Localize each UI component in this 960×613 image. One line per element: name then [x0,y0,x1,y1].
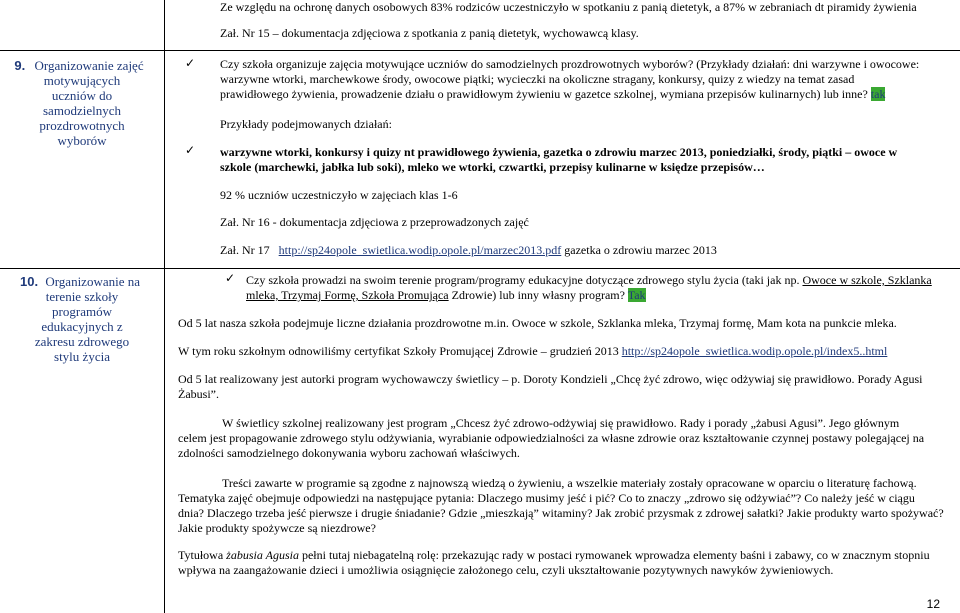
checkmark-icon: ✓ [185,143,196,157]
row0-line1: Ze względu na ochronę danych osobowych 83% rodziców uczestniczyło w spotkaniu z panią dietetyk, a 87% w zebraniach dt piramidy żywienia [220,0,917,14]
section-9-title-line: samodzielnych [43,103,121,118]
certificate-text: W tym roku szkołnym odnowiliśmy certyfikat Szkoły Promującej Zdrowie – grudzień 2013 [178,344,619,358]
section-10-answer: Tak [627,288,646,302]
section-9-number: 9. [14,58,26,73]
section-10-paragraph-5-line4: Jakie produkty spożywcze są niezdrowe? [178,521,376,535]
section-10-title-line: Organizowanie na [45,274,141,289]
section-10-question-programs: Owoce w szkole, Szklanka [802,273,932,287]
section-9-title-line: motywujących [43,73,121,88]
section-10-question-line1 [246,273,932,287]
section-9-heading [0,58,164,148]
section-10-title-line: edukacyjnych z [41,319,123,334]
section-9-question-line3-text: prawidłowego żywienia, prowadzenie działu o prawidłowym żywieniu w gazetce szkolnej, wymiana przepisów kulinarnych) lub inne? [220,87,868,101]
section-10-title-line: stylu życia [54,349,110,364]
section-10-paragraph-2 [178,344,887,358]
section-9-title-line: Organizowanie zajęć [34,58,144,73]
section-10-paragraph-5-line3: dnia? Dlaczego trzeba jeść pierwsze i drugie śniadanie? Gdzie „mieszkają” witaminy? Jak zrobić przysmak z zdrowej sałatki? Jakie produkty warto spożywać? [178,506,944,520]
paragraph-6-prefix: Tytułowa [178,548,227,562]
section-9-actions-line1: warzywne wtorki, konkursy i quizy nt prawidłowego żywienia, gazetka o zdrowiu marzec 2013, poniedziałki, środy, piątki – owoce w [220,145,898,159]
section-10-paragraph-5-line2: Tematyka zajęć obejmuje odpowiedzi na następujące pytania: Dlaczego musimy jeść i pić? Co to znaczy „zdrowo się odżywiać”? Co należy jeść w ciągu [178,491,915,505]
checkmark-icon: ✓ [225,271,236,285]
section-9-title-line: uczniów do [51,88,113,103]
section-9-question-line3 [220,87,885,101]
section-9-answer: tak [870,87,886,101]
section-10-question-a: Czy szkoła prowadzi na swoim terenie program/programy edukacyjne dotyczące zdrowego stylu życia (taki jak np. [246,273,800,287]
paragraph-6-mascot: żabusia Agusia [226,548,299,562]
page-number: 12 [926,597,940,611]
section-9-attachment-17 [220,243,717,257]
section-10-number: 10. [19,274,39,289]
section-10-question-end: Zdrowie) lub inny własny program? [448,288,625,302]
row-divider-top [0,50,960,51]
section-9-question-line1 [220,57,919,71]
section-10-paragraph-6-line1 [178,548,930,562]
section-10-title-line: terenie szkoły [45,289,119,304]
row-divider-middle [0,268,960,269]
section-9-question-cont: (Przykłady działań: dni warzywne i owocowe: [693,57,920,71]
checkmark-icon: ✓ [185,56,196,70]
section-10-paragraph-3-line2: Żabusi”. [178,387,219,401]
section-10-question-programs-cont: mleka, Trzymaj Formę, Szkoła Promująca [246,288,449,302]
attachment-17-description: gazetka o zdrowiu marzec 2013 [564,243,717,257]
section-10-paragraph-4-line2: celem jest propagowanie zdrowego stylu odżywiania, wyrabianie odpowiedzialności za własne zdrowie oraz kształtowanie czynnej postawy polegającej na [178,431,925,445]
section-10-paragraph-1: Od 5 lat nasza szkoła podejmuje liczne działania prozdrowotne m.in. Owoce w szkole, Szklanka mleka, Trzymaj formę, Mam kota na punkcie mleka. [178,316,897,330]
attachment-17-link[interactable]: http://sp24opole_swietlica.wodip.opole.pl/marzec2013.pdf [278,243,562,257]
row0-line2: Zał. Nr 15 – dokumentacja zdjęciowa z spotkania z panią dietetyk, wychowawcą klasy. [220,26,639,40]
section-10-title-line: programów [52,304,112,319]
section-10-title-line: zakresu zdrowego [34,334,130,349]
section-9-title-line: wyborów [57,133,107,148]
paragraph-6-rest: pełni tutaj niebagatelną rolę: przekazując rady w postaci rymowanek wprowadza elementy baśni i zabawy, co w znacznym stopniu [298,548,930,562]
section-9-attachment-16: Zał. Nr 16 - dokumentacja zdjęciowa z przeprowadzonych zajęć [220,215,529,229]
section-9-question-line2: warzywne wtorki, marchewkowe środy, owocowe piątki; wycieczki na okoliczne straganу, konkursy, quizy z wiedzy na temat zasad [220,72,855,86]
section-10-paragraph-6-line2: wpływa na zaangażowanie dzieci i umożliwia osiągnięcie założonego celu, czyli ukształtowanie pozytywnych nawyków żywieniowych. [178,563,834,577]
section-10-paragraph-3-line1: Od 5 lat realizowany jest autorki program wychowawczy świetlicy – p. Doroty Kondzieli „Chcę żyć zdrowo, więc odżywiaj się prawidłowo. Porady Agusi [178,372,923,386]
column-divider [164,0,165,613]
section-10-paragraph-4-line1: W świetlicy szkolnej realizowany jest program „Chcesz żyć zdrowo-odżywiaj się prawidłowo. Rady i porady „żabusi Agusi”. Jego głównym [222,416,900,430]
section-9-title-line: prozdrowotnych [39,118,125,133]
attachment-17-label: Zał. Nr 17 [220,243,270,257]
section-9-question: Czy szkoła organizuje zajęcia motywujące uczniów do samodzielnych prozdrowotnych wyborów? [220,57,694,71]
section-10-paragraph-4-line3: zdolności samodzielnego dokonywania wyboru zachowań właściwych. [178,446,520,460]
certificate-link[interactable]: http://sp24opole_swietlica.wodip.opole.pl/index5..html [621,344,888,358]
section-9-stat: 92 % uczniów uczestniczyło w zajęciach klas 1-6 [220,188,458,202]
section-10-heading [0,274,164,364]
section-10-question-line2 [246,288,646,302]
section-10-paragraph-5-line1: Treści zawarte w programie są zgodne z najnowszą wiedzą o żywieniu, a wszelkie materiały zostały opracowane w oparciu o literaturę fachową. [222,476,917,490]
section-9-examples-label: Przykłady podejmowanych działań: [220,117,392,131]
section-9-actions-line2: szkole (marchewki, jabłka lub soki), mleko we wtorki, czwartki, przepisy kulinarne w księdze przepisów… [220,160,765,174]
